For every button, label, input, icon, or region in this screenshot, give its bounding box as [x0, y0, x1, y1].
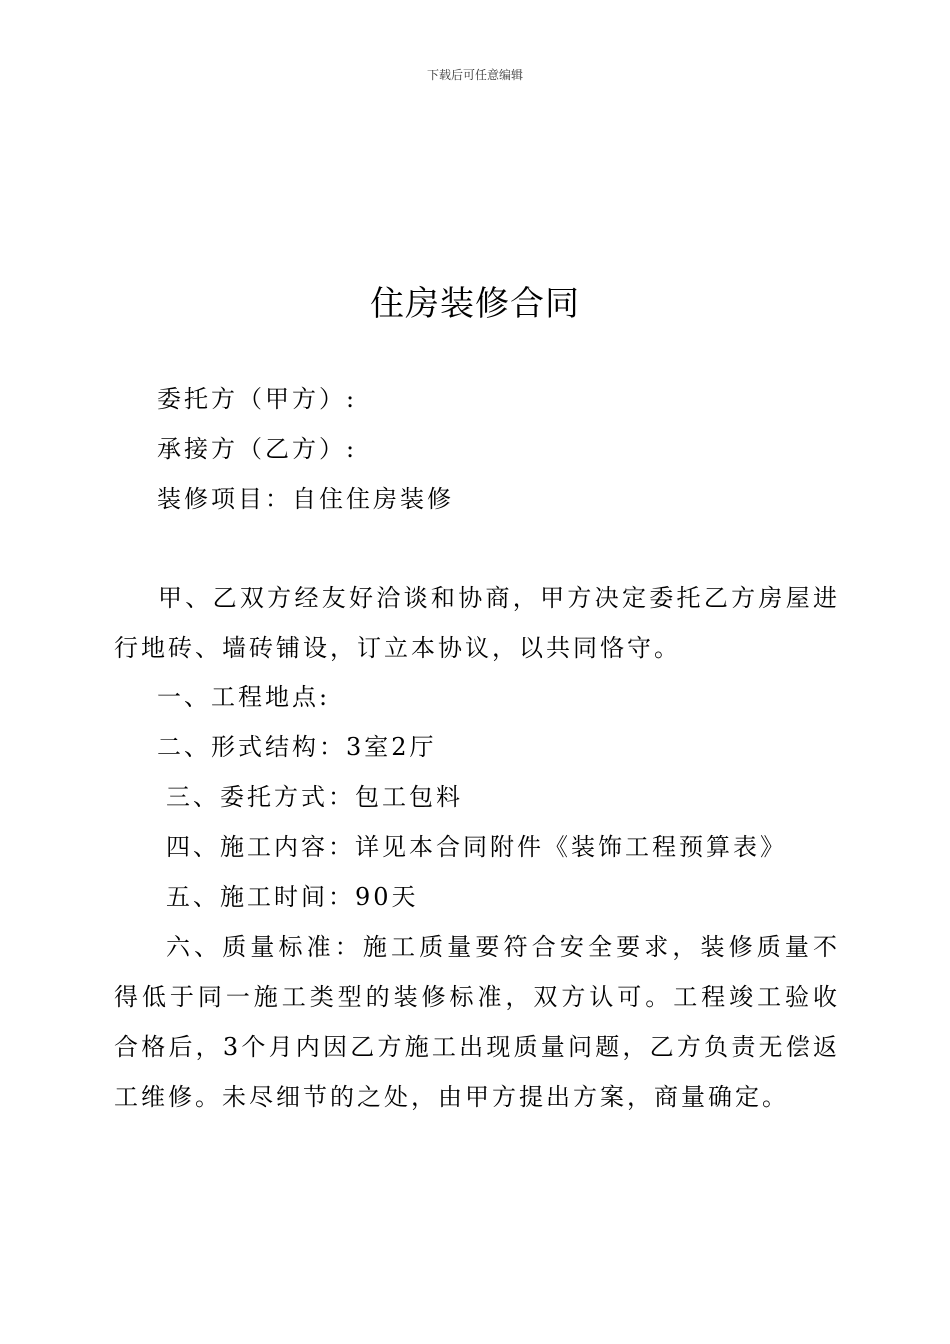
client-party-line: 委托方（甲方）:: [157, 385, 358, 413]
clause-duration: 五、施工时间：90天: [166, 883, 419, 911]
intro-paragraph: 甲、乙双方经友好洽谈和协商，甲方决定委托乙方房屋进行地砖、墙砖铺设，订立本协议，以共同恪守。: [114, 584, 840, 662]
clause-quality: 六、质量标准：施工质量要符合安全要求，装修质量不得低于同一施工类型的装修标准，双方认可。工程竣工验收合格后，3个月内因乙方施工出现质量问题，乙方负责无偿返工维修。未尽细节的之处，由甲方提出方案，商量确定。: [114, 933, 840, 1111]
clause-content: 四、施工内容：详见本合同附件《装饰工程预算表》: [166, 833, 787, 861]
clause-location: 一、工程地点:: [157, 683, 331, 711]
project-line: 装修项目：自住住房装修: [157, 485, 454, 513]
clause-structure: 二、形式结构：3室2厅: [157, 733, 437, 761]
document-title: 住房装修合同: [370, 284, 580, 324]
contractor-party-line: 承接方（乙方）:: [157, 435, 358, 463]
clause-method: 三、委托方式：包工包料: [166, 783, 463, 811]
header-note: 下载后可任意编辑: [426, 68, 523, 82]
